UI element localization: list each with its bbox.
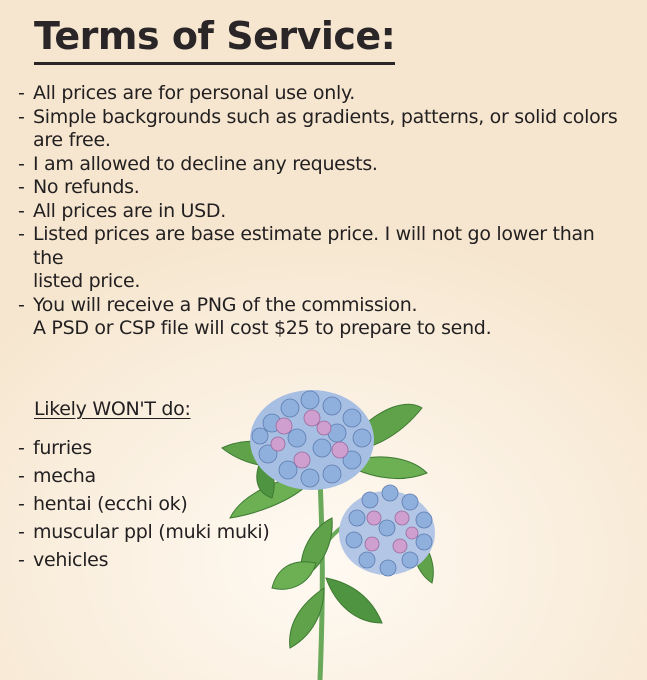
wont-do-item: - furries <box>18 434 269 462</box>
terms-item: - You will receive a PNG of the commission. A PSD or CSP file will cost $25 to prepare to send. <box>18 294 618 341</box>
wont-do-item: - muscular ppl (muki muki) <box>18 518 269 546</box>
wont-do-item: - hentai (ecchi ok) <box>18 490 269 518</box>
terms-item: - Listed prices are base estimate price. I will not go lower than the listed price. <box>18 223 618 294</box>
hydrangea-illustration-icon <box>212 378 452 680</box>
terms-item: - All prices are in USD. <box>18 200 618 224</box>
page-title: Terms of Service: <box>34 14 395 65</box>
terms-item: - Simple backgrounds such as gradients, patterns, or solid colors are free. <box>18 106 618 153</box>
wont-do-item: - vehicles <box>18 546 269 574</box>
terms-list <box>18 82 618 341</box>
terms-item: - I am allowed to decline any requests. <box>18 153 618 177</box>
terms-item: - No refunds. <box>18 176 618 200</box>
terms-item: - All prices are for personal use only. <box>18 82 618 106</box>
wont-do-item: - mecha <box>18 462 269 490</box>
wont-do-heading: Likely WON'T do: <box>34 398 191 420</box>
